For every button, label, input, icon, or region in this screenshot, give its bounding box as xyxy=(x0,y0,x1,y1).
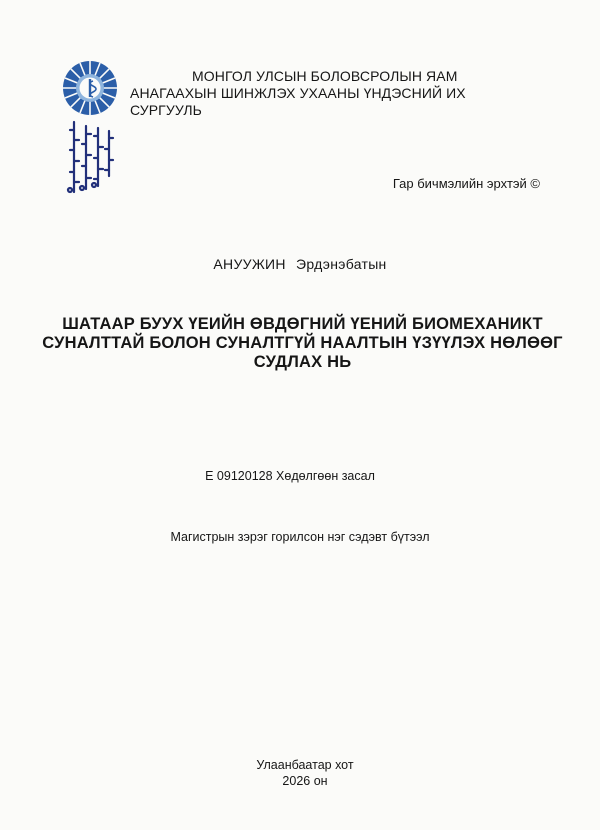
author-name xyxy=(0,256,600,272)
thesis-title-line: ШАТААР БУУХ ҮЕИЙН ӨВДӨГНИЙ ҮЕНИЙ БИОМЕХАНИКТ xyxy=(62,315,543,333)
copyright-notice: Гар бичмэлийн эрхтэй © xyxy=(392,176,540,191)
thesis-title xyxy=(40,315,565,372)
program-code: Е 09120128 Хөдөлгөөн засал xyxy=(205,469,375,483)
place: Улаанбаатар хот xyxy=(256,758,354,772)
thesis-title-line: СУДЛАХ НЬ xyxy=(253,353,352,371)
university-emblem-icon xyxy=(60,58,120,198)
degree-statement: Магистрын зэрэг горилсон нэг сэдэвт бүтээл xyxy=(170,530,430,544)
place-and-year xyxy=(0,757,600,789)
author-given-name: Эрдэнэбатын xyxy=(296,256,387,272)
institution-header xyxy=(130,68,530,119)
author-surname: АНУУЖИН xyxy=(213,256,286,272)
mongolian-script-icon xyxy=(68,122,113,192)
university-name: АНАГААХЫН ШИНЖЛЭХ УХААНЫ ҮНДЭСНИЙ ИХ СУРГУУЛЬ xyxy=(130,85,466,118)
ministry-name: МОНГОЛ УЛСЫН БОЛОВСРОЛЫН ЯАМ xyxy=(192,68,458,84)
year: 2026 он xyxy=(282,774,328,788)
round-logo-icon xyxy=(63,61,117,115)
thesis-title-line: СУНАЛТТАЙ БОЛОН СУНАЛТГҮЙ НААЛТЫН ҮЗҮҮЛЭХ НӨЛӨӨГ xyxy=(42,334,563,352)
